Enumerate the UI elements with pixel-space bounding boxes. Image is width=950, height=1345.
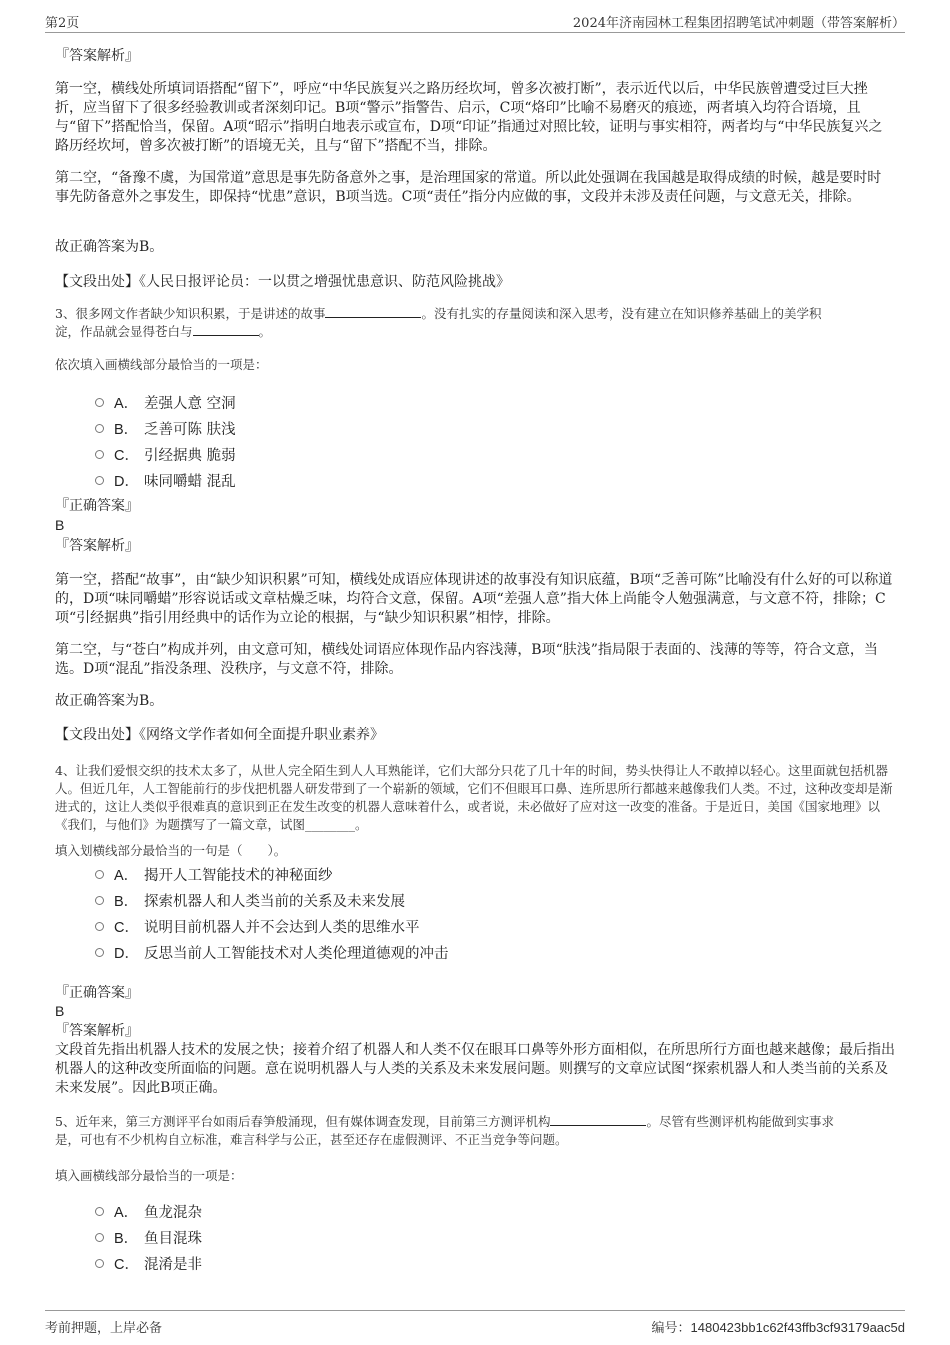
q5-blank [550,1113,646,1126]
q4-prompt: 填入划横线部分最恰当的一句是（ ）。 [55,843,287,858]
q4-answer-label: 『正确答案』 [55,985,139,1001]
q3-option-a[interactable]: A． 差强人意 空洞 [95,389,795,415]
q4-option-b[interactable]: B． 探索机器人和人类当前的关系及未来发展 [95,887,795,913]
q4-options [95,861,795,965]
q4-option-c[interactable]: C． 说明目前机器人并不会达到人类的思维水平 [95,913,795,939]
radio-icon[interactable] [95,1207,104,1216]
radio-icon[interactable] [95,870,104,879]
q2-analysis-para2: 第二空，“备豫不虞，为国常道”意思是事先防备意外之事，是治理国家的常道。所以此处强调在我国越是取得成绩的时候，越是要时时事先防备意外之事发生，即保持“忧患”意识，B项当选。C项“责任”指分内应做的事，文段并未涉及责任问题，与文意无关，排除。 [55,170,882,205]
radio-icon[interactable] [95,476,104,485]
q3-analysis-label: 『答案解析』 [55,538,139,554]
q4-stem: 4、让我们爱恨交织的技术太多了，从世人完全陌生到人人耳熟能详，它们大部分只花了几十年的时间，势头快得让人不敢掉以轻心。这里面就包括机器人。但近几年，人工智能前行的步伐把机器人研发带到了一个崭新的领域，它们不但眼耳口鼻、连所思所行都越来越像我们人类。不过，这种改变却是渐进式的，这让人类似乎很难真的意识到正在发生改变的机器人意味着什么，或者说，未必做好了应对这一改变的准备。于是近日，美国《国家地理》以《我们，与他们》为题撰写了一篇文章，试图________。 [55,763,893,832]
q3-blank-1 [325,305,421,318]
page-header [45,8,905,33]
q3-option-c[interactable]: C． 引经据典 脆弱 [95,441,795,467]
q3-analysis-para2: 第二空，与“苍白”构成并列，由文意可知，横线处词语应体现作品内容浅薄，B项“肤浅”指局限于表面的、浅薄的等等，符合文意，当选。D项“混乱”指没条理、没秩序，与文意不符，排除。 [55,642,878,677]
q3-blank-2 [193,323,259,336]
q3-source: 【文段出处】《网络文学作者如何全面提升职业素养》 [55,727,384,743]
q3-option-d[interactable]: D． 味同嚼蜡 混乱 [95,467,795,493]
radio-icon[interactable] [95,1233,104,1242]
q3-stem: 3、很多网文作者缺少知识积累，于是讲述的故事 。没有扎实的存量阅读和深入思考，没有建立在知识修养基础上的美学积 淀，作品就会显得苍白与 。 [55,306,822,339]
q2-analysis-label: 『答案解析』 [55,48,139,64]
radio-icon[interactable] [95,398,104,407]
q5-options [95,1198,795,1276]
radio-icon[interactable] [95,948,104,957]
footer-slogan: 考前押题，上岸必备 [45,1321,163,1336]
q2-source: 【文段出处】《人民日报评论员：一以贯之增强忧患意识、防范风险挑战》 [55,274,510,290]
q5-option-b[interactable]: B． 鱼目混珠 [95,1224,795,1250]
radio-icon[interactable] [95,1259,104,1268]
q3-answer-label: 『正确答案』 [55,498,139,514]
q2-analysis-para1: 第一空，横线处所填词语搭配“留下”，呼应“中华民族复兴之路历经坎坷，曾多次被打断”，表示近代以后，中华民族曾遭受过巨大挫折，应当留下了很多经验教训或者深刻印记。B项“警示”指警告、启示，C项“烙印”比喻不易磨灭的痕迹，两者填入均符合语境，且与“留下”搭配恰当，保留。A项“昭示”指明白地表示或宣布，D项“印证”指通过对照比较，证明与事实相符，两者均与“中华民族复兴之路历经坎坷，曾多次被打断”的语境无关，且与“留下”搭配不当，排除。 [55,81,883,154]
q5-stem: 5、近年来，第三方测评平台如雨后春笋般涌现，但有媒体调查发现，目前第三方测评机构 。尽管有些测评机构能做到实事求 是，可也有不少机构自立标准，难言科学与公正，甚至还存在虚假测评、不正当竞争等问题。 [55,1114,834,1147]
q3-conclusion: 故正确答案为B。 [55,693,164,709]
page-number: 第2页 [45,16,80,31]
document-title: 2024年济南园林工程集团招聘笔试冲刺题（带答案解析） [572,16,905,31]
q5-option-a[interactable]: A． 鱼龙混杂 [95,1198,795,1224]
radio-icon[interactable] [95,896,104,905]
radio-icon[interactable] [95,450,104,459]
q3-option-b[interactable]: B． 乏善可陈 肤浅 [95,415,795,441]
q3-prompt: 依次填入画横线部分最恰当的一项是： [55,357,268,372]
q3-options [95,389,795,493]
radio-icon[interactable] [95,922,104,931]
q2-conclusion: 故正确答案为B。 [55,239,164,255]
page-footer [45,1310,905,1337]
radio-icon[interactable] [95,424,104,433]
document-id: 编号：1480423bb1c62f43ffb3cf93179aac5d [651,1320,905,1335]
q3-analysis-para1: 第一空，搭配“故事”，由“缺少知识积累”可知，横线处成语应体现讲述的故事没有知识底蕴，B项“乏善可陈”比喻没有什么好的可以称道的，D项“味同嚼蜡”形容说话或文章枯燥乏味，均符合文意，保留。A项“差强人意”指大体上尚能令人勉强满意，与文意不符，排除；C项“引经据典”指引用经典中的话作为立论的根据，与“缺少知识积累”相悖，排除。 [55,572,893,626]
q3-answer: B [55,517,65,533]
q5-prompt: 填入画横线部分最恰当的一项是： [55,1168,243,1183]
q4-analysis: 文段首先指出机器人技术的发展之快；接着介绍了机器人和人类不仅在眼耳口鼻等外形方面相似，在所思所行方面也越来越像；最后指出机器人的这种改变所面临的问题。意在说明机器人与人类的关系及未来发展问题。则撰写的文章应试图“探索机器人和人类当前的关系及未来发展”。因此B项正确。 [55,1042,895,1096]
q4-option-d[interactable]: D． 反思当前人工智能技术对人类伦理道德观的冲击 [95,939,795,965]
q4-answer: B [55,1003,65,1019]
q4-analysis-label: 『答案解析』 [55,1023,139,1039]
q5-option-c[interactable]: C． 混淆是非 [95,1250,795,1276]
q4-option-a[interactable]: A． 揭开人工智能技术的神秘面纱 [95,861,795,887]
